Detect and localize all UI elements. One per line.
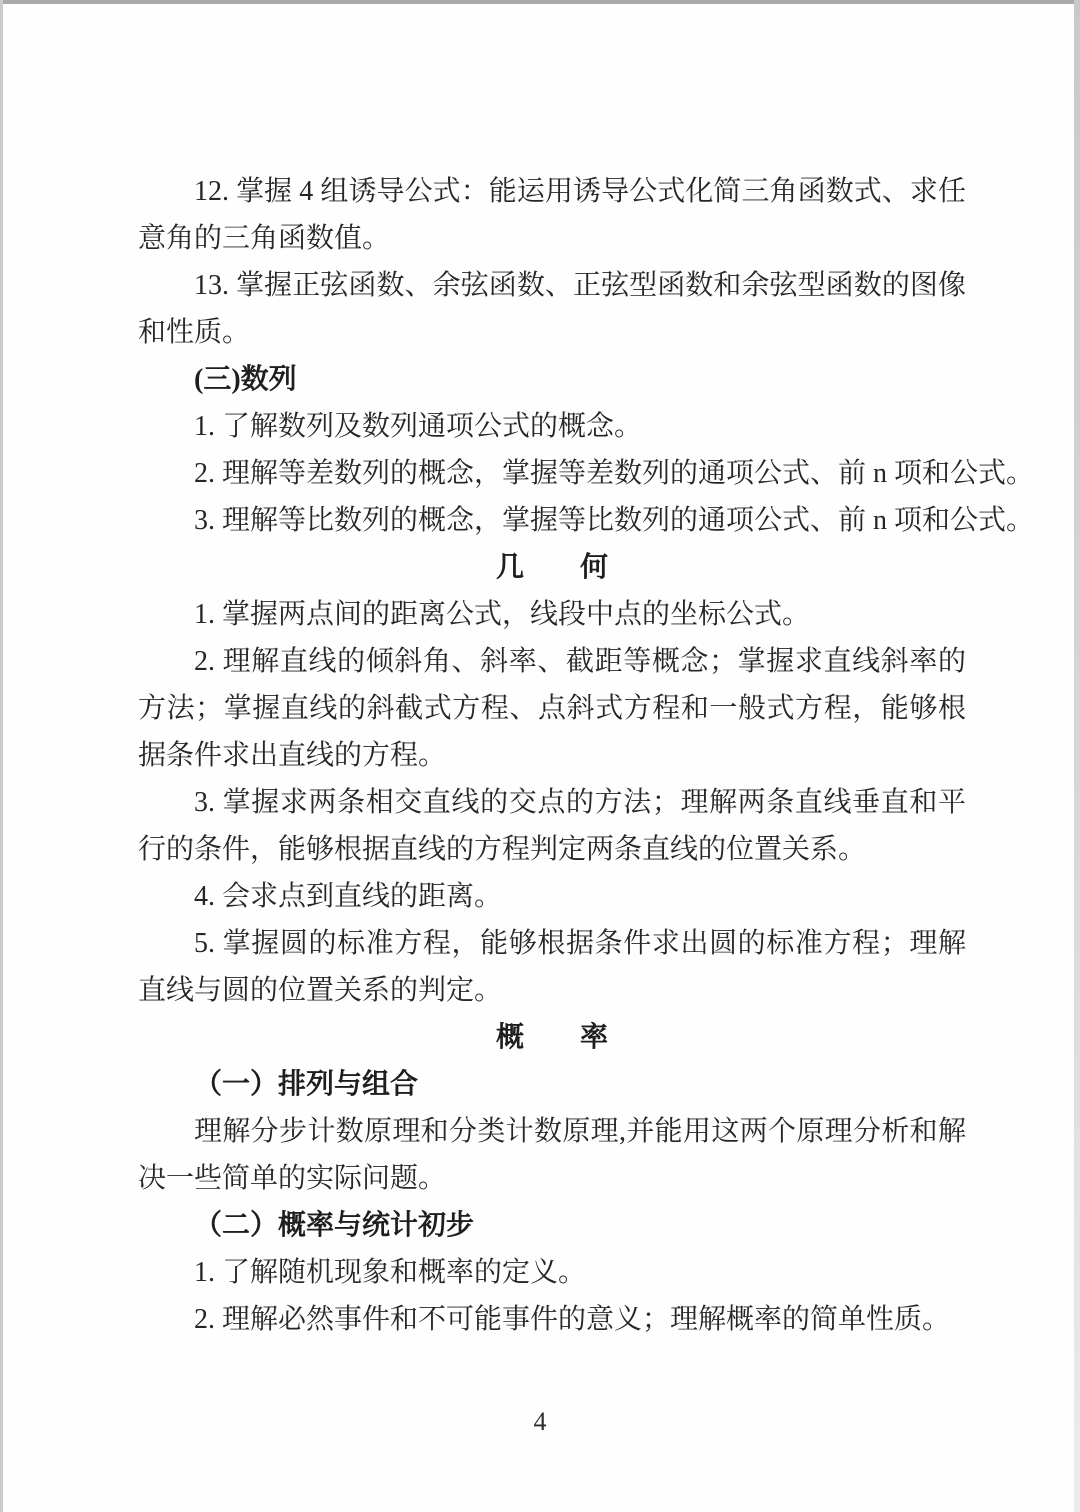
paragraph: 1. 了解数列及数列通项公式的概念。: [194, 411, 643, 442]
paragraph: 2. 理解直线的倾斜角、斜率、截距等概念；掌握求直线斜率的方法；掌握直线的斜截式方程、点斜式方程和一般式方程，能够根据条件求出直线的方程。: [138, 646, 966, 771]
subsection-heading: （一）排列与组合: [194, 1069, 419, 1100]
paragraph: 2. 理解等差数列的概念，掌握等差数列的通项公式、前 n 项和公式。: [194, 458, 1035, 489]
paragraph: 4. 会求点到直线的距离。: [194, 881, 503, 912]
paragraph: 理解分步计数原理和分类计数原理,并能用这两个原理分析和解决一些简单的实际问题。: [138, 1116, 966, 1194]
section-heading: 概 率: [495, 1022, 608, 1053]
section-heading: 几 何: [495, 552, 608, 583]
subsection-heading: (三)数列: [194, 364, 297, 395]
paragraph: 12. 掌握 4 组诱导公式：能运用诱导公式化简三角函数式、求任意角的三角函数值。: [138, 176, 966, 254]
subsection-heading: （二）概率与统计初步: [194, 1210, 475, 1241]
scan-edge-right: [1074, 0, 1080, 1512]
page-number: 4: [533, 1407, 547, 1436]
paragraph: 13. 掌握正弦函数、余弦函数、正弦型函数和余弦型函数的图像和性质。: [138, 270, 966, 348]
paragraph: 3. 理解等比数列的概念，掌握等比数列的通项公式、前 n 项和公式。: [194, 505, 1035, 536]
scan-edge-top: [0, 0, 1080, 4]
paragraph: 5. 掌握圆的标准方程，能够根据条件求出圆的标准方程；理解直线与圆的位置关系的判定。: [138, 928, 966, 1006]
paragraph: 2. 理解必然事件和不可能事件的意义；理解概率的简单性质。: [194, 1304, 951, 1335]
paragraph: 1. 了解随机现象和概率的定义。: [194, 1257, 587, 1288]
scan-edge-left: [0, 0, 3, 1512]
paragraph: 3. 掌握求两条相交直线的交点的方法；理解两条直线垂直和平行的条件，能够根据直线的方程判定两条直线的位置关系。: [138, 787, 966, 865]
paragraph: 1. 掌握两点间的距离公式，线段中点的坐标公式。: [194, 599, 811, 630]
document-body-text: [138, 168, 1035, 1343]
